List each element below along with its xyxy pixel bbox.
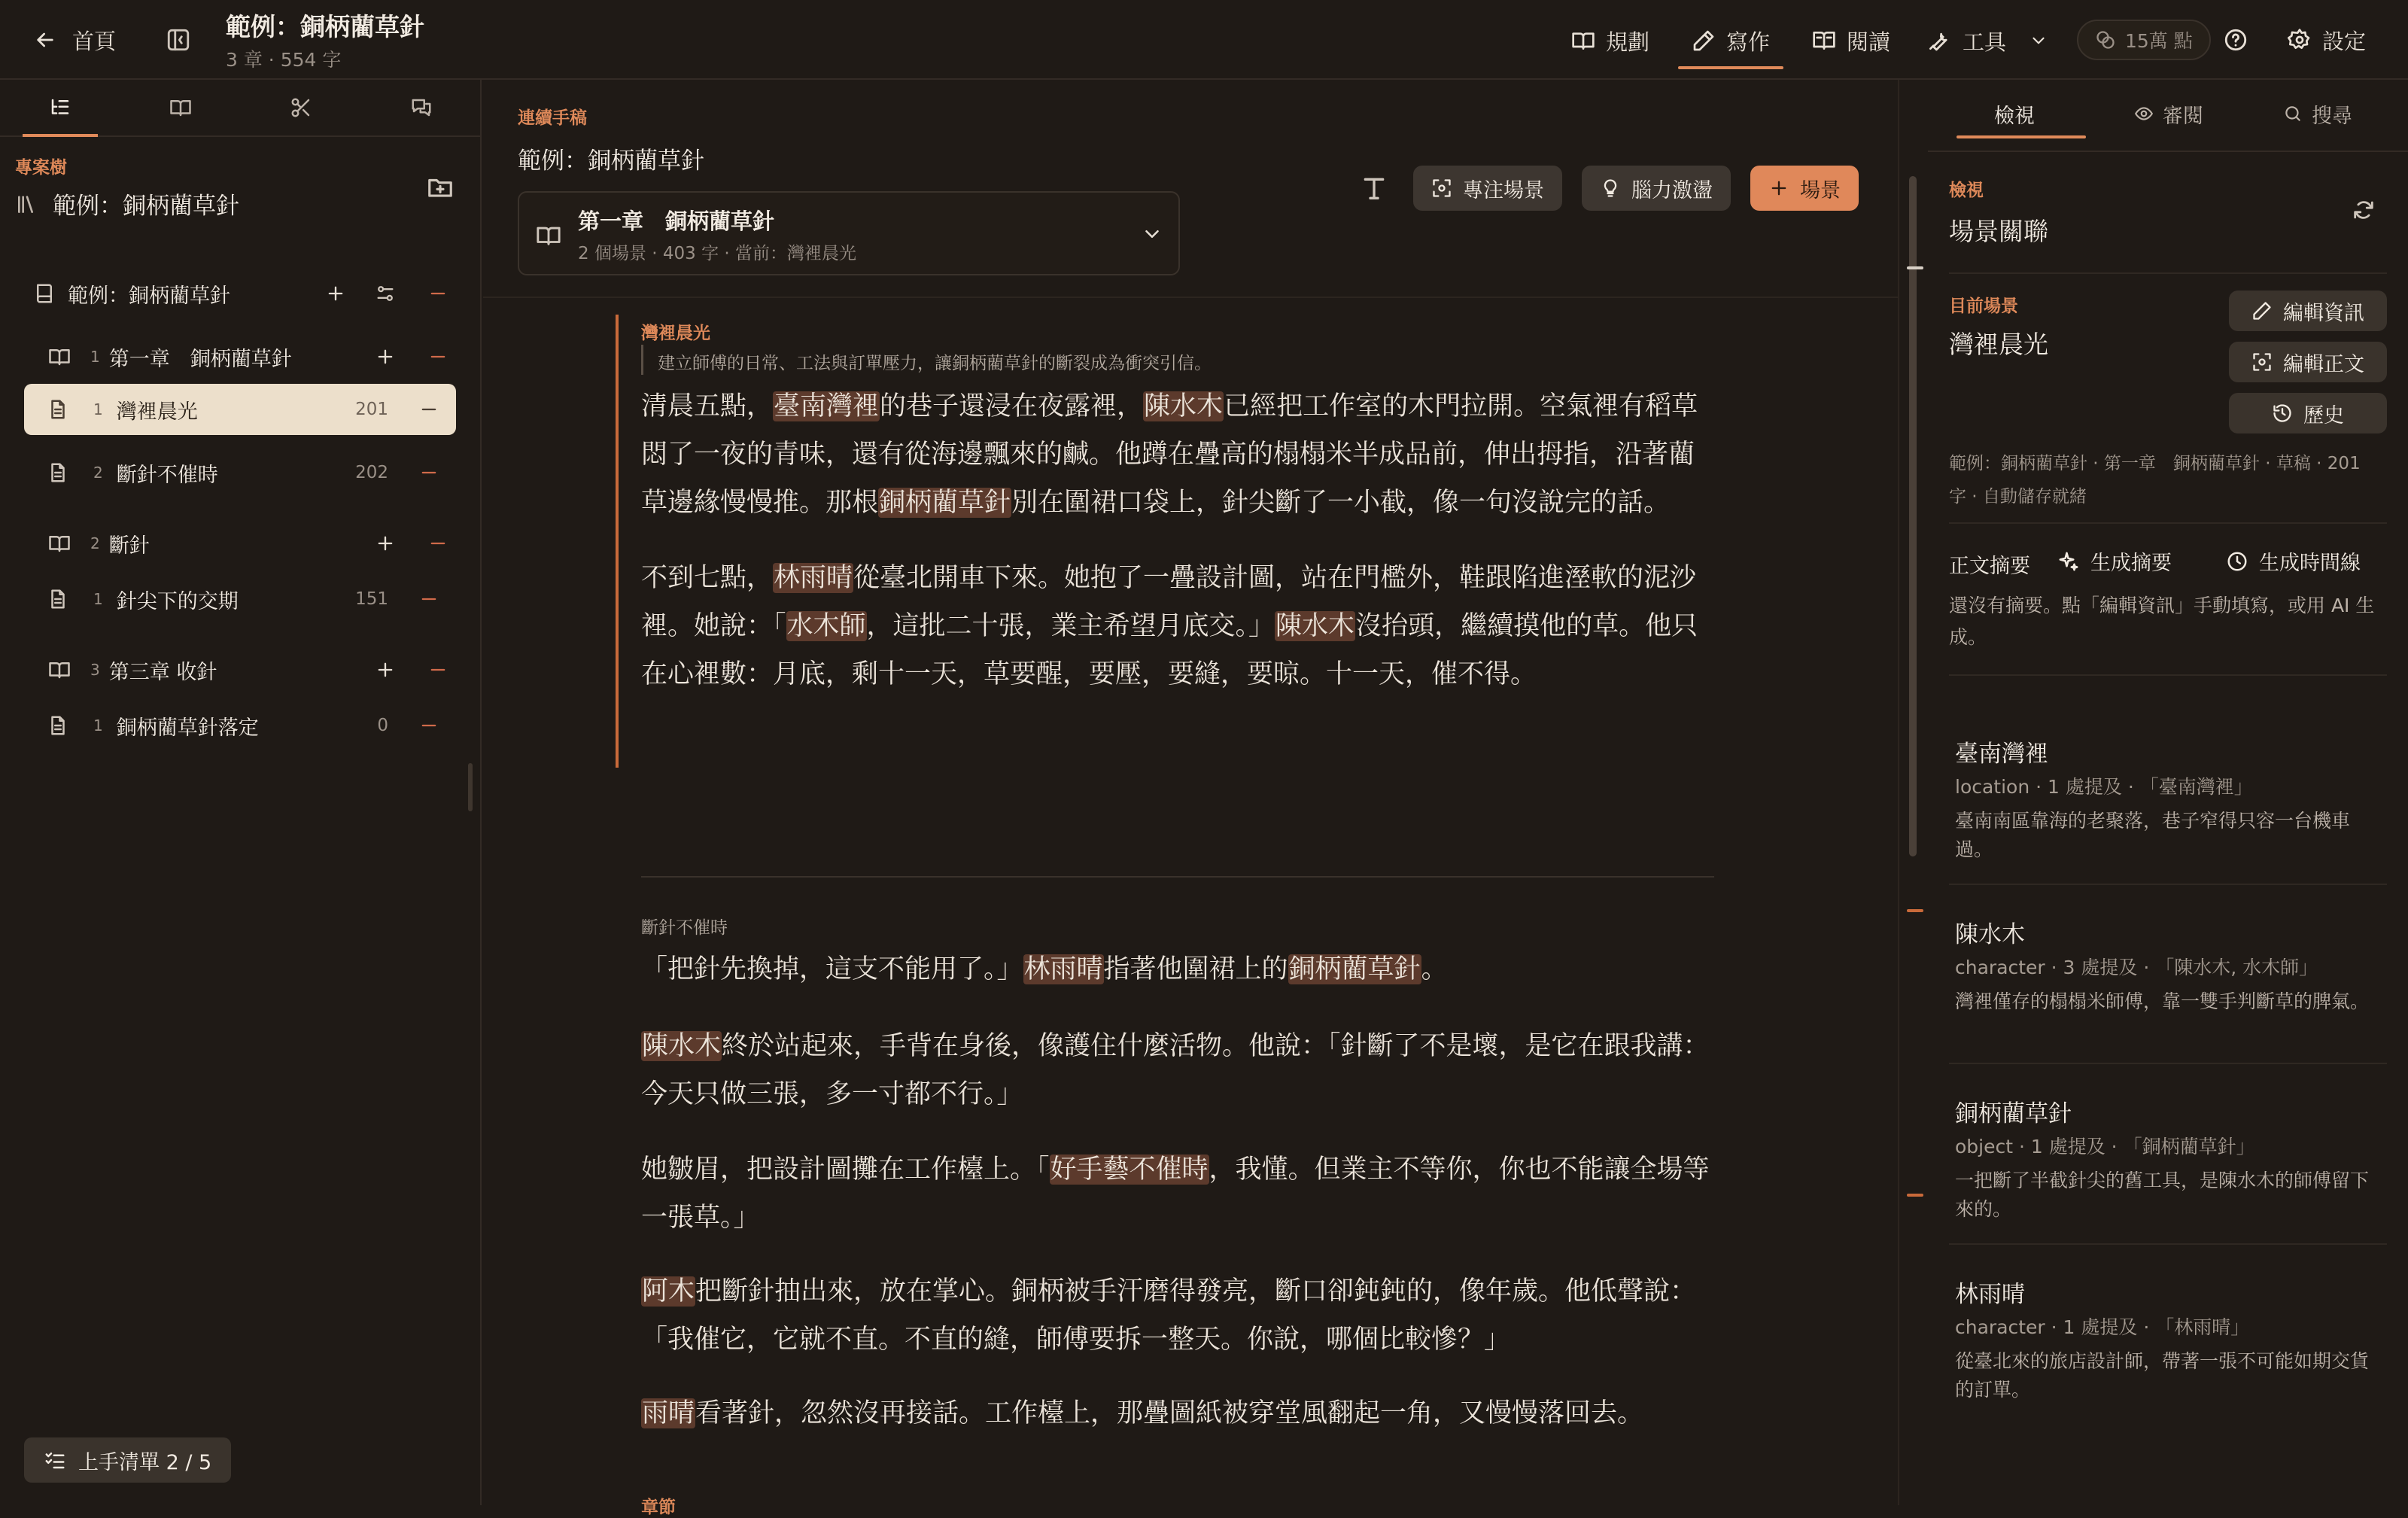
inspector-panel [1928, 80, 2408, 1505]
tab-chat[interactable] [361, 80, 482, 135]
tab-codex[interactable] [120, 80, 241, 135]
scene-title: 灣裡晨光 [641, 324, 710, 343]
help-icon[interactable] [2223, 27, 2248, 53]
tab-view[interactable] [1994, 95, 2035, 132]
text-run: 看著針，忽然沒再接話。工作檯上，那疊圖紙被穿堂風翻起一角，又慢慢落回去。 [695, 1398, 1644, 1428]
manuscript-editor [483, 80, 1898, 1517]
paragraph[interactable] [641, 1267, 1714, 1364]
tree-scene-row[interactable] [24, 447, 456, 498]
project-sidebar [0, 80, 482, 1505]
entity-type: object · 1 處提及 · 「銅柄藺草針」 [1955, 1136, 2255, 1158]
brainstorm-label: 腦力激盪 [1631, 178, 1713, 202]
gear-icon [2288, 28, 2312, 52]
tree-item-label: 斷針不催時 [116, 463, 218, 487]
filter-icon[interactable] [375, 283, 396, 304]
pen-icon [1692, 29, 1716, 53]
scene-goal-bar [641, 345, 643, 375]
text-run: 已經把工作室的木門拉開。空氣裡有稻草悶了一夜的青味，還有從海邊飄來的鹹。他蹲在疊高的榻榻米半成品前，伸出拇指，沿著藺草邊緣慢慢推。那根 [641, 391, 1698, 518]
eye-icon [2134, 104, 2154, 123]
divider [1949, 884, 2387, 885]
edit-info-label: 編輯資訊 [2283, 301, 2364, 325]
coins-icon [2095, 29, 2116, 50]
entity-name: 陳水木 [1955, 921, 2025, 948]
focus-scene-label: 專注場景 [1463, 178, 1544, 202]
paragraph[interactable] [641, 945, 1714, 993]
text-run: 清晨五點， [641, 391, 774, 421]
focus-scene-button[interactable] [1413, 166, 1562, 211]
scroll-highlight-marker [1907, 909, 1923, 912]
entity-mention[interactable]: 雨晴 [642, 1398, 695, 1428]
document-icon [47, 588, 69, 610]
entity-mention[interactable]: 阿木 [642, 1276, 695, 1307]
text-run: 不到七點， [641, 563, 774, 593]
tree-chapter-row[interactable] [24, 518, 456, 569]
text-run: 的巷子還浸在夜露裡， [880, 391, 1144, 421]
word-count: 0 [377, 716, 388, 735]
chapter-number: 2 [90, 534, 100, 552]
sparkle-icon [2057, 550, 2080, 573]
tab-review-label: 審閱 [2163, 104, 2203, 128]
collapse-icon[interactable] [418, 399, 439, 420]
book-open-icon [48, 532, 71, 555]
focus-icon [1431, 178, 1452, 199]
entity-mention[interactable]: 好手藝不催時 [1050, 1154, 1209, 1185]
entity-mention[interactable]: 陳水木 [642, 1031, 722, 1061]
entity-mention[interactable]: 銅柄藺草針 [1288, 954, 1421, 984]
scene-divider [641, 876, 1714, 878]
back-home-button[interactable] [33, 21, 116, 59]
word-count: 202 [355, 463, 388, 482]
divider [1949, 522, 2387, 524]
entity-type: character · 1 處提及 · 「林雨晴」 [1955, 1316, 2250, 1338]
collapse-icon[interactable] [427, 533, 448, 554]
tree-chapter-row[interactable] [24, 644, 456, 695]
entity-mention[interactable]: 陳水木 [1144, 391, 1224, 421]
tree-item-label: 第一章 銅柄藺草針 [108, 347, 292, 371]
add-scene-icon[interactable] [375, 659, 396, 680]
paragraph[interactable] [641, 1389, 1714, 1437]
book-open-icon [48, 345, 71, 368]
text-run: 指著他圍裙上的 [1103, 954, 1288, 984]
chevron-down-icon [1141, 223, 1163, 245]
current-scene-label: 目前場景 [1949, 297, 2018, 316]
summary-text: 還沒有摘要。點「編輯資訊」手動填寫，或用 AI 生成。 [1949, 595, 2375, 648]
credits-value: 15萬 點 [2125, 30, 2193, 52]
plus-icon [1768, 178, 1789, 199]
section-label: 專案樹 [15, 158, 67, 178]
mode-plan-label: 規劃 [1606, 29, 1650, 55]
word-count: 151 [355, 589, 388, 609]
chapter-selector[interactable] [518, 191, 1180, 275]
active-scene-indicator [616, 315, 619, 768]
collapse-icon[interactable] [418, 715, 439, 736]
text-run: 沒抬頭，繼續摸他的草。他只在心裡數：月底，剩十一天，草要醒，要壓，要縫，要晾。十一天，催不得。 [641, 611, 1698, 689]
tab-search[interactable] [2283, 95, 2352, 132]
editor-body[interactable] [483, 300, 1898, 1517]
scissors-icon [290, 96, 312, 119]
typography-icon[interactable] [1359, 173, 1389, 203]
editor-header [483, 80, 1898, 298]
book-open-icon [48, 659, 71, 681]
clock-icon [2226, 550, 2248, 573]
document-subtitle: 3 章 · 554 字 [226, 49, 342, 71]
tree-item-label: 針尖下的交期 [116, 589, 239, 613]
collapse-icon[interactable] [427, 346, 448, 367]
manuscript-label: 連續手稿 [518, 108, 587, 128]
mode-switcher [1558, 18, 1904, 63]
mode-read-button[interactable] [1798, 18, 1904, 63]
divider [1949, 674, 2387, 676]
editor-scrollbar[interactable] [1898, 80, 1928, 1505]
entity-mention[interactable]: 臺南灣裡 [774, 391, 880, 421]
lightbulb-icon [1600, 178, 1621, 199]
onboarding-checklist-button[interactable] [24, 1437, 231, 1483]
tree-book-row[interactable] [24, 268, 456, 319]
generate-summary-label: 生成摘要 [2090, 552, 2172, 575]
manuscript-name: 範例：銅柄藺草針 [518, 148, 704, 175]
tab-project-tree[interactable] [0, 80, 120, 135]
tree-item-label: 範例：銅柄藺草針 [68, 284, 230, 308]
entity-type: location · 1 處提及 · 「臺南灣裡」 [1955, 776, 2253, 798]
tab-view-label: 檢視 [1994, 104, 2035, 128]
add-scene-icon[interactable] [375, 533, 396, 554]
history-icon [2272, 403, 2293, 424]
divider [1949, 1063, 2387, 1064]
mode-plan-button[interactable] [1558, 18, 1663, 63]
history-label: 歷史 [2303, 403, 2344, 427]
view-label: 檢視 [1949, 181, 1984, 200]
entity-mention[interactable]: 林雨晴 [774, 563, 853, 593]
new-folder-icon[interactable] [426, 173, 455, 202]
checklist-label: 上手清單 2 / 5 [78, 1450, 212, 1474]
library-icon [15, 192, 39, 216]
entity-description: 灣裡僅存的榻榻米師傅，靠一雙手判斷草的脾氣。 [1955, 990, 2370, 1012]
scene-goal: 建立師傅的日常、工法與訂單壓力，讓銅柄藺草針的斷裂成為衝突引信。 [658, 354, 1212, 373]
entity-description: 臺南南區靠海的老聚落，巷子窄得只容一台機車過。 [1955, 810, 2351, 860]
tree-item-label: 斷針 [108, 534, 150, 558]
tab-search-label: 搜尋 [2312, 104, 2352, 128]
pencil-icon [2251, 300, 2273, 321]
view-title: 場景關聯 [1949, 217, 2048, 246]
back-home-label: 首頁 [72, 28, 117, 54]
entity-name: 臺南灣裡 [1955, 741, 2048, 768]
entity-mention[interactable]: 陳水木 [1275, 611, 1355, 641]
word-count: 201 [355, 400, 388, 419]
text-run: ，這批二十張，業主希望月底交。」 [866, 611, 1275, 641]
document-icon [47, 461, 69, 484]
collapse-icon[interactable] [427, 283, 448, 304]
text-run: 。 [1421, 954, 1448, 984]
tree-chapter-row[interactable] [24, 331, 456, 382]
document-icon [47, 398, 69, 421]
settings-label: 設定 [2322, 28, 2367, 54]
chapter-number: 1 [90, 348, 100, 366]
chapter-meta: 2 個場景 · 403 字 · 當前：灣裡晨光 [578, 244, 857, 263]
add-scene-button[interactable] [1750, 166, 1859, 211]
scene-breadcrumb: 範例：銅柄藺草針 · 第一章 銅柄藺草針 · 草稿 · 201 字 · 自動儲存就緒 [1949, 454, 2361, 507]
tab-snippets[interactable] [241, 80, 361, 135]
tree-scene-row[interactable] [24, 384, 456, 435]
edit-body-button[interactable] [2229, 342, 2387, 382]
active-tab-underline [1956, 135, 2086, 138]
add-scene-icon[interactable] [375, 346, 396, 367]
sidebar-tabs [0, 80, 482, 137]
paragraph[interactable] [641, 1145, 1714, 1242]
tree-scene-row[interactable] [24, 700, 456, 751]
text-run: 終於站起來，手背在身後，像護住什麼活物。他說：「針斷了不是壞，是它在跟我講：今天只做三張，多一寸都不行。」 [641, 1031, 1710, 1109]
top-bar [0, 0, 2408, 80]
tree-item-label: 銅柄藺草針落定 [116, 716, 259, 740]
history-button[interactable] [2229, 393, 2387, 433]
tools-menu-button[interactable] [1926, 18, 2048, 63]
arrow-left-icon [33, 28, 57, 52]
document-icon [47, 714, 69, 737]
scene-title: 章節 [641, 1498, 676, 1517]
entity-description: 一把斷了半截針尖的舊工具，是陳水木的師傅留下來的。 [1955, 1170, 2370, 1220]
entity-name: 銅柄藺草針 [1955, 1100, 2072, 1127]
refresh-icon[interactable] [2351, 197, 2376, 223]
text-run: 把斷針抽出來，放在掌心。銅柄被手汗磨得發亮，斷口卻鈍鈍的，像年歲。他低聲說：「我催它，它就不直。不直的縫，師傅要拆一整天。你說，哪個比較慘？」 [641, 1276, 1697, 1355]
mode-write-label: 寫作 [1726, 29, 1771, 55]
paragraph[interactable] [641, 554, 1714, 698]
generate-timeline-label: 生成時間線 [2259, 552, 2361, 575]
document-title: 範例：銅柄藺草針 [226, 12, 424, 41]
credits-badge[interactable] [2077, 20, 2211, 60]
divider [1949, 1243, 2387, 1245]
text-run: 從臺北開車下來。她抱了一疊設計圖，站在門檻外，鞋跟陷進溼軟的泥沙裡。她說：「 [641, 563, 1697, 641]
wrench-icon [1926, 29, 1950, 53]
chevron-down-icon [2029, 31, 2048, 50]
summary-label: 正文摘要 [1949, 555, 2030, 578]
tools-label: 工具 [1963, 29, 2007, 55]
chapter-number: 3 [90, 661, 100, 679]
chat-icon [410, 96, 433, 119]
tree-item-label: 第三章 收針 [108, 660, 217, 684]
collapse-icon[interactable] [418, 462, 439, 483]
paragraph[interactable] [641, 382, 1714, 527]
tree-scene-row[interactable] [24, 573, 456, 625]
collapse-icon[interactable] [418, 589, 439, 610]
search-icon [2283, 104, 2303, 123]
focus-icon [2251, 351, 2273, 373]
book-icon [169, 96, 192, 119]
text-run: 別在圍裙口袋上，針尖斷了一小截，像一句沒說完的話。 [1011, 488, 1671, 518]
divider [1949, 272, 2387, 274]
entity-mention[interactable]: 銅柄藺草針 [879, 488, 1011, 518]
entity-type: character · 3 處提及 · 「陳水木, 水木師」 [1955, 957, 2318, 978]
collapse-icon[interactable] [427, 659, 448, 680]
scroll-highlight-marker [1907, 1194, 1923, 1197]
book-icon [33, 282, 56, 305]
mode-read-label: 閱讀 [1847, 29, 1891, 55]
add-scene-label: 場景 [1800, 178, 1841, 202]
text-run: ，我懂。但業主不等你，你也不能讓全場等一張草。」 [641, 1154, 1710, 1233]
entity-description: 從臺北來的旅店設計師，帶著一張不可能如期交貨的訂單。 [1955, 1350, 2370, 1401]
entity-mention[interactable]: 水木師 [786, 611, 866, 641]
tree-item-label: 灣裡晨光 [116, 400, 198, 424]
current-scene-name: 灣裡晨光 [1949, 330, 2048, 359]
mode-write-button[interactable] [1678, 18, 1783, 63]
edit-body-label: 編輯正文 [2283, 352, 2364, 376]
scene-number: 1 [93, 716, 103, 735]
scene-number: 1 [93, 590, 103, 608]
tab-review[interactable] [2134, 95, 2203, 132]
inspector-tabs [1928, 80, 2408, 152]
settings-button[interactable] [2288, 21, 2366, 59]
project-name[interactable] [15, 187, 239, 221]
scene-number: 1 [93, 400, 103, 418]
reader-icon [1812, 29, 1836, 53]
checklist-icon [44, 1449, 66, 1471]
scene-number: 2 [93, 464, 103, 482]
chapter-title: 第一章 銅柄藺草針 [578, 208, 775, 234]
tree-icon [49, 96, 71, 119]
project-name-label: 範例：銅柄藺草針 [53, 193, 239, 220]
scrollbar-thumb[interactable] [1909, 176, 1917, 856]
book-open-icon [1571, 29, 1595, 53]
entity-mention[interactable]: 林雨晴 [1023, 954, 1103, 984]
text-run: 她皺眉，把設計圖攤在工作檯上。「 [641, 1154, 1050, 1185]
edit-info-button[interactable] [2229, 291, 2387, 331]
generate-timeline-button[interactable] [2226, 546, 2361, 576]
entity-name: 林雨晴 [1955, 1281, 2025, 1308]
generate-summary-button[interactable] [2057, 546, 2172, 576]
sidebar-toggle-icon[interactable] [166, 27, 191, 53]
text-run: 「把針先換掉，這支不能用了。」 [641, 954, 1023, 984]
scene-title: 斷針不催時 [641, 918, 728, 938]
sidebar-resize-handle[interactable] [468, 763, 473, 811]
paragraph[interactable] [641, 1022, 1714, 1118]
scroll-position-marker [1907, 266, 1923, 269]
book-open-icon [536, 223, 561, 248]
add-chapter-icon[interactable] [325, 283, 346, 304]
brainstorm-button[interactable] [1582, 166, 1731, 211]
